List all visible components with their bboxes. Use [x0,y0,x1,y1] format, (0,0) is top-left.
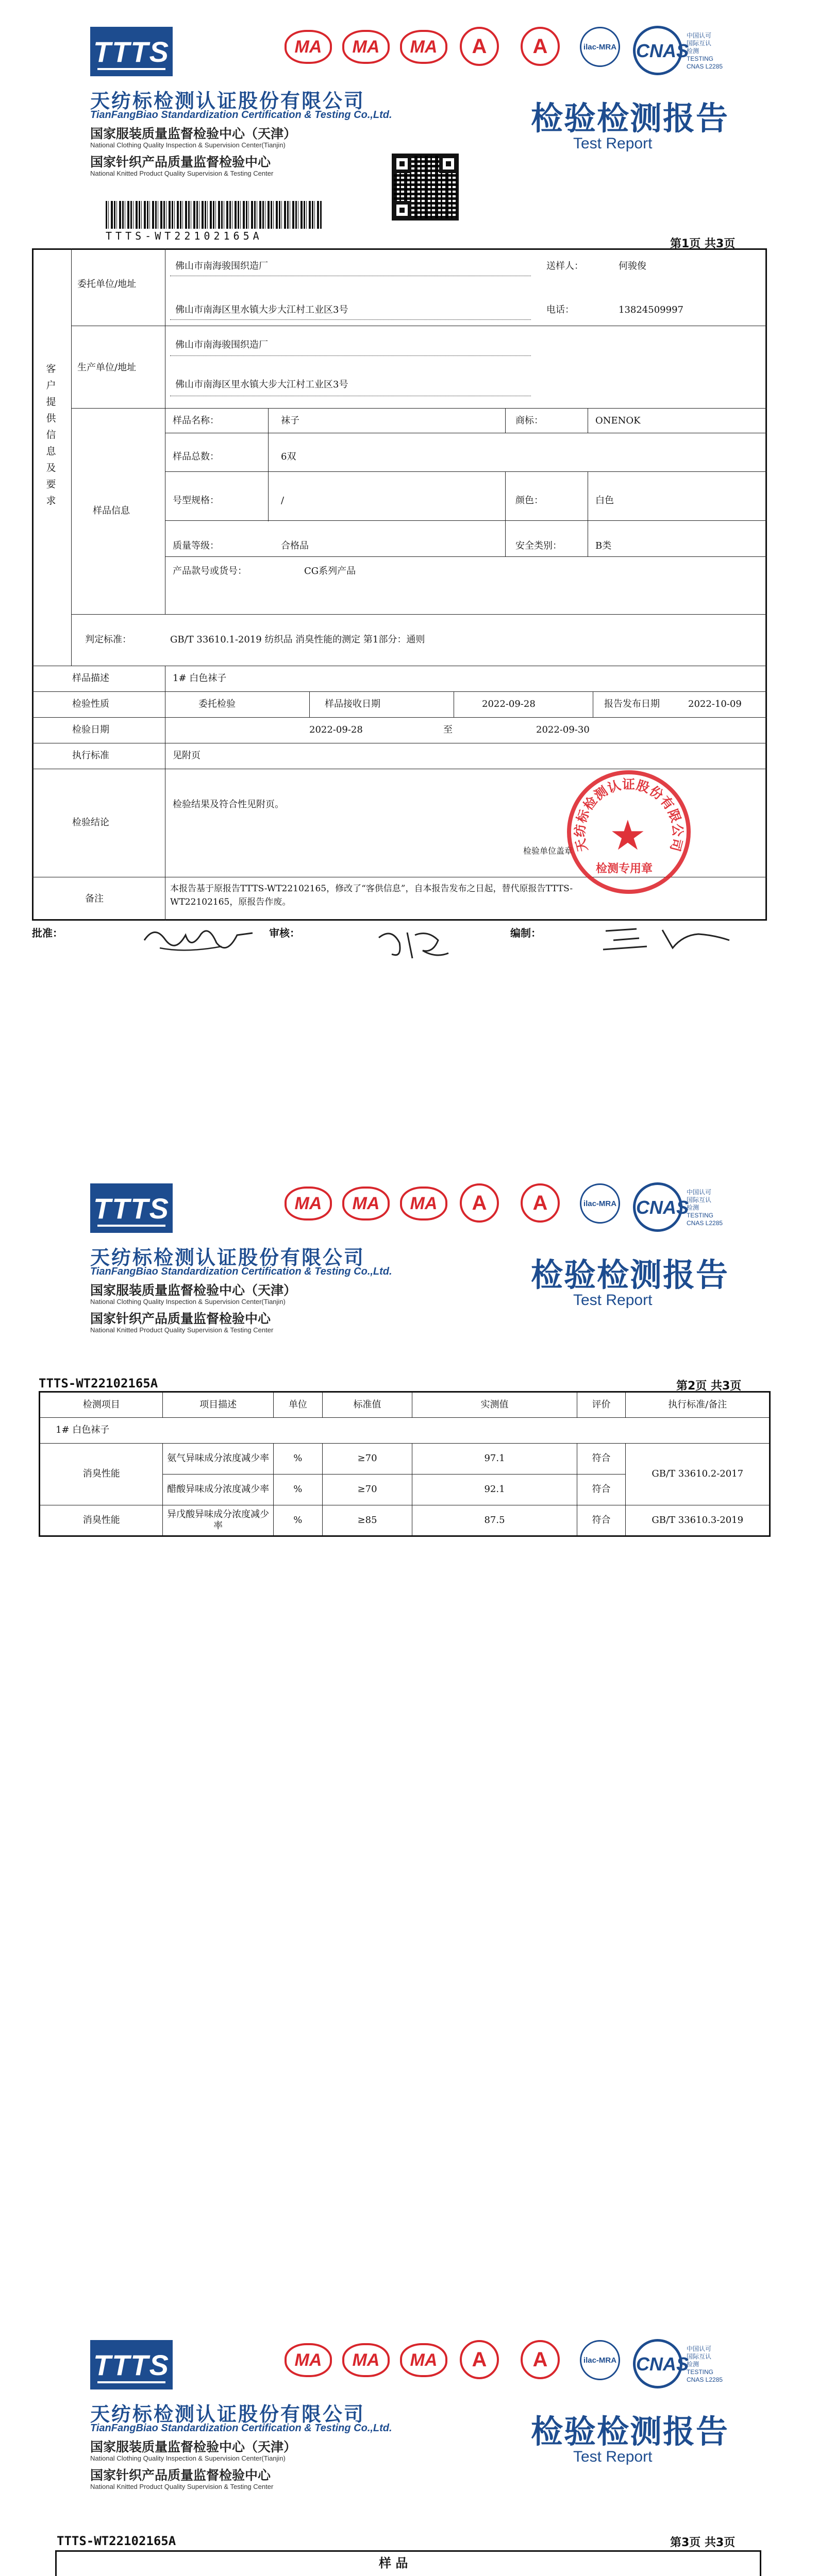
header-cell: 项目描述 [163,1392,273,1418]
client-label: 委托单位/地址 [77,279,137,290]
product-no-label: 产品款号或货号： [173,566,247,577]
cnas-logo [633,2336,736,2387]
phone-value: 13824509997 [619,304,683,315]
company-name-en: TianFangBiao Standardization Certification & Testing Co.,Ltd. [90,1266,392,1277]
seal-bottom-text: 检测专用章 [596,862,653,875]
cma-mark-icon: MA [400,1187,447,1221]
report-title-cn: 检验检测报告 [531,2413,729,2450]
model-value: / [281,495,285,506]
unit-cell: % [273,1444,322,1475]
center2-name-cn: 国家针织产品质量监督检验中心 [90,1311,271,1326]
eval-cell: 符合 [577,1444,626,1475]
grade-value: 合格品 [281,540,309,551]
unit-cell: % [273,1475,322,1505]
editor-label: 编制： [510,927,541,939]
item-cell: 消臭性能 [40,1505,163,1536]
page-number: 第2页 共3页 [676,1380,742,1393]
desc-cell: 异戊酸异味成分浓度减少率 [163,1505,273,1536]
seal-caption: 检验单位盖章 [523,846,573,856]
cma-mark-icon: MA [285,1187,332,1221]
client-address: 佛山市南海区里水镇大步大江村工业区3号 [175,304,348,315]
results-table [39,1391,771,1537]
center2-name-en: National Knitted Product Quality Supervision & Testing Center [90,170,274,177]
report-number: TTTS-WT22102165A [57,2534,176,2548]
cma-mark-icon: MA [342,1187,390,1221]
eval-cell: 符合 [577,1505,626,1536]
test-date-to-word: 至 [443,724,453,735]
cma-mark-icon: MA [400,2343,447,2377]
cal-mark-icon: A [521,27,560,66]
conclusion-label: 检验结论 [72,817,109,828]
cal-mark-icon: A [460,27,499,66]
company-name-cn: 天纺标检测认证股份有限公司 [90,90,365,112]
company-name-cn: 天纺标检测认证股份有限公司 [90,2403,365,2426]
product-no-value: CG系列产品 [304,566,356,577]
cma-mark-icon: MA [342,2343,390,2377]
ilac-mra-icon: ilac-MRA [580,2340,620,2380]
desc-label: 样品描述 [72,673,109,684]
cnas-subtext: 中国认可 国际互认 检测 TESTING CNAS L2285 [687,2345,723,2383]
exec-standard-value: 见附页 [173,750,201,761]
sample-section-title: 样 品 [379,2556,408,2570]
phone-label: 电话： [546,304,574,315]
receive-date-label: 样品接收日期 [325,699,380,709]
std-cell: ≥70 [322,1444,412,1475]
ilac-mra-icon: ilac-MRA [580,27,620,67]
producer-label: 生产单位/地址 [77,362,137,373]
cnas-logo [633,1179,736,1231]
center1-name-cn: 国家服装质量监督检验中心（天津） [90,2439,297,2454]
table-row [40,1444,770,1475]
company-name-en: TianFangBiao Standardization Certification & Testing Co.,Ltd. [90,2422,392,2434]
center1-name-cn: 国家服装质量监督检验中心（天津） [90,126,297,141]
center2-name-en: National Knitted Product Quality Supervision & Testing Center [90,1326,274,1334]
report-title-en: Test Report [573,2448,653,2465]
sample-name-label: 样品名称： [173,415,219,426]
std-cell: ≥70 [322,1475,412,1505]
report-title-en: Test Report [573,1292,653,1309]
page-number: 第1页 共3页 [670,238,736,250]
exec-standard-label: 执行标准 [72,750,109,761]
test-type-value: 委托检验 [198,699,236,709]
page-number: 第3页 共3页 [670,2536,736,2549]
header-cell: 评价 [577,1392,626,1418]
barcode-icon [106,201,322,229]
color-value: 白色 [595,495,614,506]
header-cell: 检测项目 [40,1392,163,1418]
color-label: 颜色： [515,495,543,506]
cnas-text: CNAS [636,1197,689,1218]
report-title-cn: 检验检测报告 [531,99,729,137]
brand-value: ONENOK [595,415,641,426]
sample-row [40,1418,770,1444]
center2-name-cn: 国家针织产品质量监督检验中心 [90,155,271,170]
eval-cell: 符合 [577,1475,626,1505]
remarks-label: 备注 [85,893,104,904]
note-cell: GB/T 33610.3-2019 [626,1505,770,1536]
approver-signature-icon [139,920,258,961]
issue-date-value: 2022-10-09 [688,699,742,709]
ttts-logo: TTTS [90,1183,173,1233]
report-number: TTTS-WT22102165A [39,1376,158,1391]
sample-name-value: 袜子 [281,415,299,426]
center2-name-en: National Knitted Product Quality Supervision & Testing Center [90,2483,274,2490]
table-row [40,1505,770,1536]
cnas-logo [633,23,736,74]
standard-label: 判定标准： [85,634,131,645]
brand-label: 商标： [515,415,543,426]
model-label: 号型规格： [173,495,219,506]
safety-label: 安全类别： [515,540,562,551]
remarks-value: 本报告基于原报告TTTS-WT22102165，修改了“客供信息”，自本报告发布之日起，替代原报告TTTS-WT22102165，原报告作废。 [170,884,573,908]
ttts-logo: TTTS [90,27,173,76]
value-cell: 92.1 [412,1475,577,1505]
editor-signature-icon [600,920,734,956]
cma-mark-icon: MA [400,30,447,64]
ilac-mra-icon: ilac-MRA [580,1183,620,1224]
client-name: 佛山市南海骏围织造厂 [175,261,268,272]
cnas-text: CNAS [636,2353,689,2375]
std-cell: ≥85 [322,1505,412,1536]
receive-date-value: 2022-09-28 [482,699,536,709]
sample-row-label: 1# 白色袜子 [40,1418,770,1444]
ttts-logo: TTTS [90,2340,173,2389]
center2-name-cn: 国家针织产品质量监督检验中心 [90,2468,271,2483]
cma-mark-icon: MA [342,30,390,64]
qr-code-icon [392,154,459,221]
test-date-from: 2022-09-28 [309,724,363,735]
conclusion-value: 检验结果及符合性见附页。 [173,799,284,810]
cal-mark-icon: A [460,2340,499,2379]
desc-cell: 氨气异味成分浓度减少率 [163,1444,273,1475]
test-type-label: 检验性质 [72,699,109,709]
company-name-en: TianFangBiao Standardization Certification & Testing Co.,Ltd. [90,109,392,121]
customer-info-side-label: 客户提供信息及要求 [46,363,56,506]
report-title-en: Test Report [573,135,653,152]
desc-value: 1# 白色袜子 [173,673,227,684]
issue-date-label: 报告发布日期 [604,699,660,709]
reviewer-label: 审核： [269,927,300,939]
report-page-3 [0,2313,818,2576]
report-title-cn: 检验检测报告 [531,1256,729,1294]
company-seal-icon [567,770,691,894]
seal-arc-text: 天纺标检测认证股份有限公司 [572,777,686,854]
sample-qty-value: 6双 [281,451,296,462]
sender-value: 何骏俊 [619,261,646,272]
value-cell: 87.5 [412,1505,577,1536]
header-cell: 标准值 [322,1392,412,1418]
value-cell: 97.1 [412,1444,577,1475]
cnas-text: CNAS [636,40,689,61]
cal-mark-icon: A [460,1183,499,1223]
approver-label: 批准： [32,927,63,939]
company-name-cn: 天纺标检测认证股份有限公司 [90,1246,365,1269]
center1-name-cn: 国家服装质量监督检验中心（天津） [90,1283,297,1298]
cal-mark-icon: A [521,2340,560,2379]
cma-mark-icon: MA [285,2343,332,2377]
barcode-text: TTTS-WT22102165A [106,230,263,242]
unit-cell: % [273,1505,322,1536]
cnas-subtext: 中国认可 国际互认 检测 TESTING CNAS L2285 [687,32,723,70]
center1-name-en: National Clothing Quality Inspection & Supervision Center(Tianjin) [90,2454,286,2462]
center1-name-en: National Clothing Quality Inspection & Supervision Center(Tianjin) [90,141,286,149]
sender-label: 送样人： [546,261,583,272]
reviewer-signature-icon [371,922,454,963]
note-cell: GB/T 33610.2-2017 [626,1444,770,1505]
sample-qty-label: 样品总数： [173,451,219,462]
grade-label: 质量等级： [173,540,219,551]
report-page-1 [0,0,818,1157]
cal-mark-icon: A [521,1183,560,1223]
test-date-to: 2022-09-30 [536,724,590,735]
header-cell: 执行标准/备注 [626,1392,770,1418]
header-cell: 实测值 [412,1392,577,1418]
header-cell: 单位 [273,1392,322,1418]
sample-info-label: 样品信息 [93,505,130,516]
producer-name: 佛山市南海骏围织造厂 [175,340,268,350]
cma-mark-icon: MA [285,30,332,64]
center1-name-en: National Clothing Quality Inspection & Supervision Center(Tianjin) [90,1298,286,1306]
desc-cell: 醋酸异味成分浓度减少率 [163,1475,273,1505]
standard-value: GB/T 33610.1-2019 纺织品 消臭性能的测定 第1部分：通则 [170,634,425,645]
test-date-label: 检验日期 [72,724,109,735]
item-cell: 消臭性能 [40,1444,163,1505]
table-header-row [40,1392,770,1418]
cnas-subtext: 中国认可 国际互认 检测 TESTING CNAS L2285 [687,1189,723,1227]
sample-photo-frame [55,2550,761,2576]
report-page-2 [0,1157,818,2313]
seal-star-icon: ★ [609,811,646,859]
producer-address: 佛山市南海区里水镇大步大江村工业区3号 [175,379,348,390]
safety-value: B类 [595,540,612,551]
